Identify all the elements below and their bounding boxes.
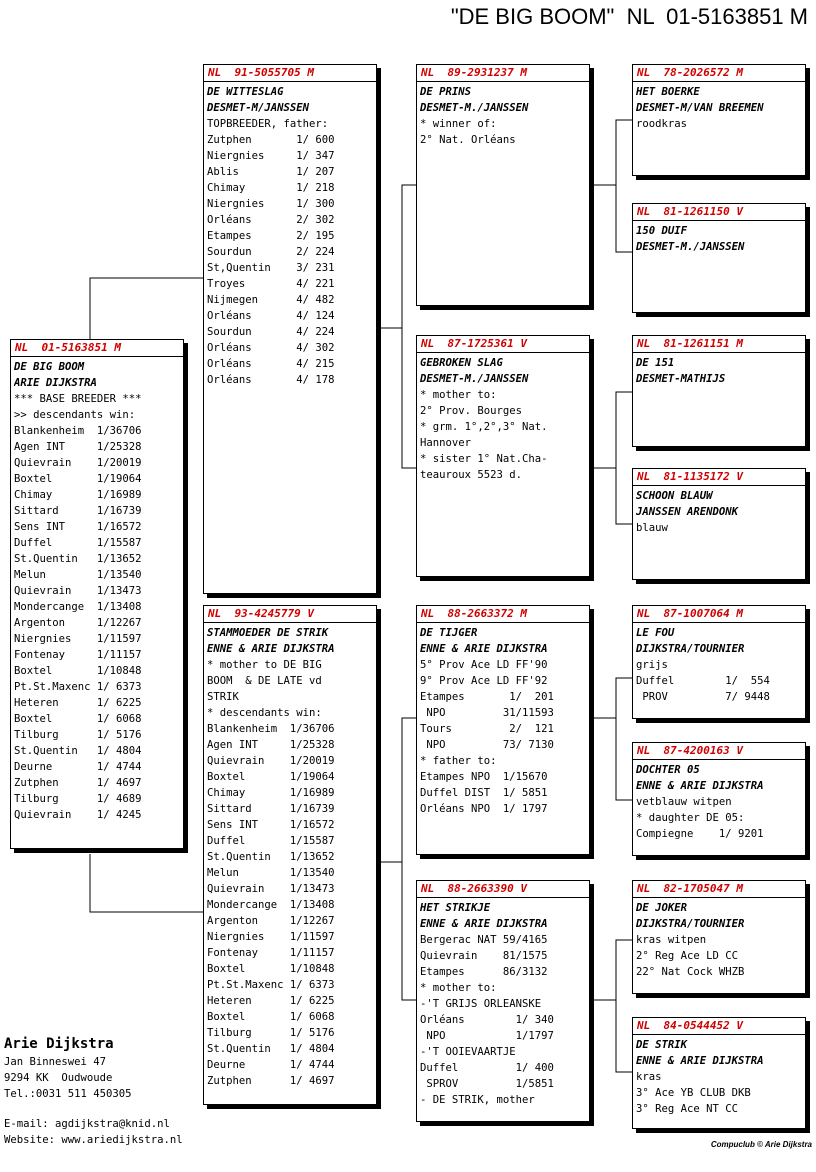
info-line: Sourdun 4/ 224	[207, 326, 335, 338]
email-line[interactable]: E-mail: agdijkstra@knid.nl	[4, 1118, 170, 1130]
info-line: Troyes 4/ 221	[207, 278, 335, 290]
info-line: Niergnies 1/ 300	[207, 198, 335, 210]
info-line: Tilburg 1/ 5176	[207, 1027, 335, 1039]
pedigree-card-maternal-grandfather	[416, 605, 590, 855]
phone-line: Tel.:0031 511 450305	[4, 1088, 132, 1100]
info-line: vetblauw witpen	[636, 796, 732, 808]
info-line: Boxtel 1/ 6068	[207, 1011, 335, 1023]
footer-credit: Compuclub © Arie Dijkstra	[710, 1140, 812, 1149]
info-line: Boxtel 1/19064	[14, 473, 142, 485]
info-line: BOOM & DE LATE vd	[207, 675, 322, 687]
info-line: Boxtel 1/ 6068	[14, 713, 142, 725]
breeder-name: DIJKSTRA/TOURNIER	[636, 918, 745, 930]
info-line: 22° Nat Cock WHZB	[636, 966, 745, 978]
info-line: St.Quentin 1/13652	[14, 553, 142, 565]
pedigree-card-ggm-2	[632, 468, 806, 580]
pigeon-name: HET BOERKE	[636, 86, 700, 98]
info-line: Boxtel 1/10848	[207, 963, 335, 975]
breeder-name: JANSSEN ARENDONK	[636, 506, 739, 518]
info-line: 3° Ace YB CLUB DKB	[636, 1087, 751, 1099]
info-line: Orléans 2/ 302	[207, 214, 335, 226]
owner-name: Arie Dijkstra	[4, 1036, 114, 1052]
website-line[interactable]: Website: www.ariedijkstra.nl	[4, 1134, 183, 1146]
pigeon-name: DE PRINS	[420, 86, 472, 98]
info-line: Quievrain 1/20019	[207, 755, 335, 767]
info-line: Pt.St.Maxenc 1/ 6373	[14, 681, 142, 693]
info-line: -'T OOIEVAARTJE	[420, 1046, 516, 1058]
info-line: Compiegne 1/ 9201	[636, 828, 764, 840]
pedigree-card-ggf-3	[632, 605, 806, 719]
pigeon-name: DE WITTESLAG	[207, 86, 284, 98]
info-line: - DE STRIK, mother	[420, 1094, 535, 1106]
info-line: Orléans 1/ 340	[420, 1014, 554, 1026]
info-line: * father to:	[420, 755, 497, 767]
ring-number: NL 87-4200163 V	[633, 743, 805, 760]
info-line: NPO 31/11593	[420, 707, 554, 719]
info-line: Chimay 1/16989	[14, 489, 142, 501]
pedigree-card-paternal-grandfather	[416, 64, 590, 306]
pedigree-card-maternal-grandmother	[416, 880, 590, 1122]
info-line: * sister 1° Nat.Cha-	[420, 453, 548, 465]
info-line: Niergnies 1/ 347	[207, 150, 335, 162]
info-line: -'T GRIJS ORLEANSKE	[420, 998, 542, 1010]
page-title: "DE BIG BOOM" NL 01-5163851 M	[450, 4, 808, 29]
info-line: Tilburg 1/ 5176	[14, 729, 142, 741]
info-line: 3° Reg Ace NT CC	[636, 1103, 739, 1115]
pedigree-card-ggm-1	[632, 203, 806, 313]
info-line: Melun 1/13540	[207, 867, 335, 879]
info-line: Zutphen 1/ 4697	[14, 777, 142, 789]
info-line: kras	[636, 1071, 662, 1083]
info-line: 2° Prov. Bourges	[420, 405, 523, 417]
info-line: teauroux 5523 d.	[420, 469, 523, 481]
info-line: Sourdun 2/ 224	[207, 246, 335, 258]
ring-number: NL 87-1007064 M	[633, 606, 805, 623]
info-line: Quievrain 1/13473	[14, 585, 142, 597]
pigeon-name: DE BIG BOOM	[14, 361, 85, 373]
info-line: Melun 1/13540	[14, 569, 142, 581]
info-line: * mother to:	[420, 389, 497, 401]
breeder-name: DESMET-MATHIJS	[636, 373, 726, 385]
pedigree-card-father	[203, 64, 377, 594]
pigeon-name: GEBROKEN SLAG	[420, 357, 503, 369]
info-line: TOPBREEDER, father:	[207, 118, 329, 130]
ring-number: NL 01-5163851 M	[11, 340, 183, 357]
info-line: * daughter DE 05:	[636, 812, 745, 824]
breeder-name: DESMET-M./JANSSEN	[420, 102, 529, 114]
info-line: Zutphen 1/ 600	[207, 134, 335, 146]
ring-number: NL 91-5055705 M	[204, 65, 376, 82]
pigeon-name: STAMMOEDER DE STRIK	[207, 627, 329, 639]
info-line: Pt.St.Maxenc 1/ 6373	[207, 979, 335, 991]
breeder-name: DESMET-M/JANSSEN	[207, 102, 310, 114]
info-line: Orléans 4/ 178	[207, 374, 335, 386]
info-line: Quievrain 81/1575	[420, 950, 548, 962]
ring-number: NL 89-2931237 M	[417, 65, 589, 82]
info-line: Nijmegen 4/ 482	[207, 294, 335, 306]
info-line: * winner of:	[420, 118, 497, 130]
info-line: Duffel DIST 1/ 5851	[420, 787, 548, 799]
info-line: * descendants win:	[207, 707, 322, 719]
info-line: Sens INT 1/16572	[14, 521, 142, 533]
info-line: 2° Nat. Orléans	[420, 134, 516, 146]
info-line: NPO 73/ 7130	[420, 739, 554, 751]
breeder-name: ENNE & ARIE DIJKSTRA	[420, 643, 548, 655]
info-line: Blankenheim 1/36706	[207, 723, 335, 735]
info-line: Fontenay 1/11157	[207, 947, 335, 959]
ring-number: NL 88-2663390 V	[417, 881, 589, 898]
info-line: >> descendants win:	[14, 409, 136, 421]
info-line: Etampes 1/ 201	[420, 691, 554, 703]
info-line: Duffel 1/ 554	[636, 675, 770, 687]
info-line: Niergnies 1/11597	[207, 931, 335, 943]
info-line: Mondercange 1/13408	[14, 601, 142, 613]
pigeon-name: DE JOKER	[636, 902, 688, 914]
breeder-name: ARIE DIJKSTRA	[14, 377, 97, 389]
info-line: grijs	[636, 659, 668, 671]
info-line: Argenton 1/12267	[207, 915, 335, 927]
info-line: Tilburg 1/ 4689	[14, 793, 142, 805]
info-line: Etampes 86/3132	[420, 966, 548, 978]
info-line: Duffel 1/15587	[14, 537, 142, 549]
breeder-name: ENNE & ARIE DIJKSTRA	[420, 918, 548, 930]
ring-number: NL 78-2026572 M	[633, 65, 805, 82]
pedigree-card-ggf-2	[632, 335, 806, 447]
ring-number: NL 81-1135172 V	[633, 469, 805, 486]
breeder-name: DIJKSTRA/TOURNIER	[636, 643, 745, 655]
pedigree-card-ggf-4	[632, 880, 806, 994]
breeder-name: ENNE & ARIE DIJKSTRA	[636, 1055, 764, 1067]
info-line: Chimay 1/ 218	[207, 182, 335, 194]
ring-number: NL 82-1705047 M	[633, 881, 805, 898]
info-line: Tours 2/ 121	[420, 723, 554, 735]
info-line: Mondercange 1/13408	[207, 899, 335, 911]
info-line: * mother to DE BIG	[207, 659, 322, 671]
info-line: roodkras	[636, 118, 688, 130]
info-line: Duffel 1/15587	[207, 835, 335, 847]
info-line: Bergerac NAT 59/4165	[420, 934, 548, 946]
pigeon-name: DE STRIK	[636, 1039, 688, 1051]
info-line: St.Quentin 1/13652	[207, 851, 335, 863]
pedigree-card-mother	[203, 605, 377, 1105]
info-line: * grm. 1°,2°,3° Nat.	[420, 421, 548, 433]
info-line: Orléans 4/ 302	[207, 342, 335, 354]
info-line: Quievrain 1/ 4245	[14, 809, 142, 821]
info-line: 9° Prov Ace LD FF'92	[420, 675, 548, 687]
ring-number: NL 84-0544452 V	[633, 1018, 805, 1035]
info-line: Quievrain 1/13473	[207, 883, 335, 895]
breeder-name: ENNE & ARIE DIJKSTRA	[207, 643, 335, 655]
pigeon-name: SCHOON BLAUW	[636, 490, 713, 502]
info-line: Zutphen 1/ 4697	[207, 1075, 335, 1087]
breeder-name: DESMET-M./JANSSEN	[420, 373, 529, 385]
info-line: Etampes 2/ 195	[207, 230, 335, 242]
info-line: Heteren 1/ 6225	[207, 995, 335, 1007]
pigeon-name: LE FOU	[636, 627, 675, 639]
pigeon-name: DE TIJGER	[420, 627, 478, 639]
info-line: Orléans 4/ 124	[207, 310, 335, 322]
info-line: Agen INT 1/25328	[207, 739, 335, 751]
info-line: Chimay 1/16989	[207, 787, 335, 799]
info-line: Boxtel 1/19064	[207, 771, 335, 783]
pedigree-card-ggm-3	[632, 742, 806, 856]
info-line: NPO 1/1797	[420, 1030, 554, 1042]
info-line: Quievrain 1/20019	[14, 457, 142, 469]
info-line: blauw	[636, 522, 668, 534]
pigeon-name: DE 151	[636, 357, 675, 369]
info-line: Orléans 4/ 215	[207, 358, 335, 370]
info-line: PROV 7/ 9448	[636, 691, 770, 703]
info-line: St,Quentin 3/ 231	[207, 262, 335, 274]
info-line: * mother to:	[420, 982, 497, 994]
info-line: Deurne 1/ 4744	[207, 1059, 335, 1071]
pedigree-card-ggm-4	[632, 1017, 806, 1129]
breeder-name: DESMET-M/VAN BREEMEN	[636, 102, 764, 114]
breeder-name: DESMET-M./JANSSEN	[636, 241, 745, 253]
info-line: Blankenheim 1/36706	[14, 425, 142, 437]
info-line: Fontenay 1/11157	[14, 649, 142, 661]
ring-number: NL 81-1261151 M	[633, 336, 805, 353]
info-line: Agen INT 1/25328	[14, 441, 142, 453]
info-line: Argenton 1/12267	[14, 617, 142, 629]
pedigree-card-ggf-1	[632, 64, 806, 176]
info-line: kras witpen	[636, 934, 707, 946]
address-line: 9294 KK Oudwoude	[4, 1072, 113, 1084]
pigeon-name: DOCHTER 05	[636, 764, 700, 776]
info-line: Sittard 1/16739	[14, 505, 142, 517]
info-line: Etampes NPO 1/15670	[420, 771, 548, 783]
ring-number: NL 81-1261150 V	[633, 204, 805, 221]
ring-number: NL 87-1725361 V	[417, 336, 589, 353]
info-line: Niergnies 1/11597	[14, 633, 142, 645]
info-line: Ablis 1/ 207	[207, 166, 335, 178]
pedigree-card-subject	[10, 339, 184, 849]
info-line: St.Quentin 1/ 4804	[14, 745, 142, 757]
info-line: SPROV 1/5851	[420, 1078, 554, 1090]
owner-contact-block	[4, 1034, 183, 1148]
info-line: Hannover	[420, 437, 472, 449]
info-line: Duffel 1/ 400	[420, 1062, 554, 1074]
pigeon-name: 150 DUIF	[636, 225, 688, 237]
info-line: STRIK	[207, 691, 239, 703]
info-line: Sittard 1/16739	[207, 803, 335, 815]
info-line: St.Quentin 1/ 4804	[207, 1043, 335, 1055]
ring-number: NL 93-4245779 V	[204, 606, 376, 623]
info-line: Heteren 1/ 6225	[14, 697, 142, 709]
info-line: Sens INT 1/16572	[207, 819, 335, 831]
info-line: Boxtel 1/10848	[14, 665, 142, 677]
pigeon-name: HET STRIKJE	[420, 902, 491, 914]
info-line: Deurne 1/ 4744	[14, 761, 142, 773]
pedigree-card-paternal-grandmother	[416, 335, 590, 577]
breeder-name: ENNE & ARIE DIJKSTRA	[636, 780, 764, 792]
info-line: 2° Reg Ace LD CC	[636, 950, 739, 962]
info-line: Orléans NPO 1/ 1797	[420, 803, 548, 815]
address-line: Jan Binneswei 47	[4, 1056, 107, 1068]
info-line: 5° Prov Ace LD FF'90	[420, 659, 548, 671]
info-line: *** BASE BREEDER ***	[14, 393, 142, 405]
ring-number: NL 88-2663372 M	[417, 606, 589, 623]
